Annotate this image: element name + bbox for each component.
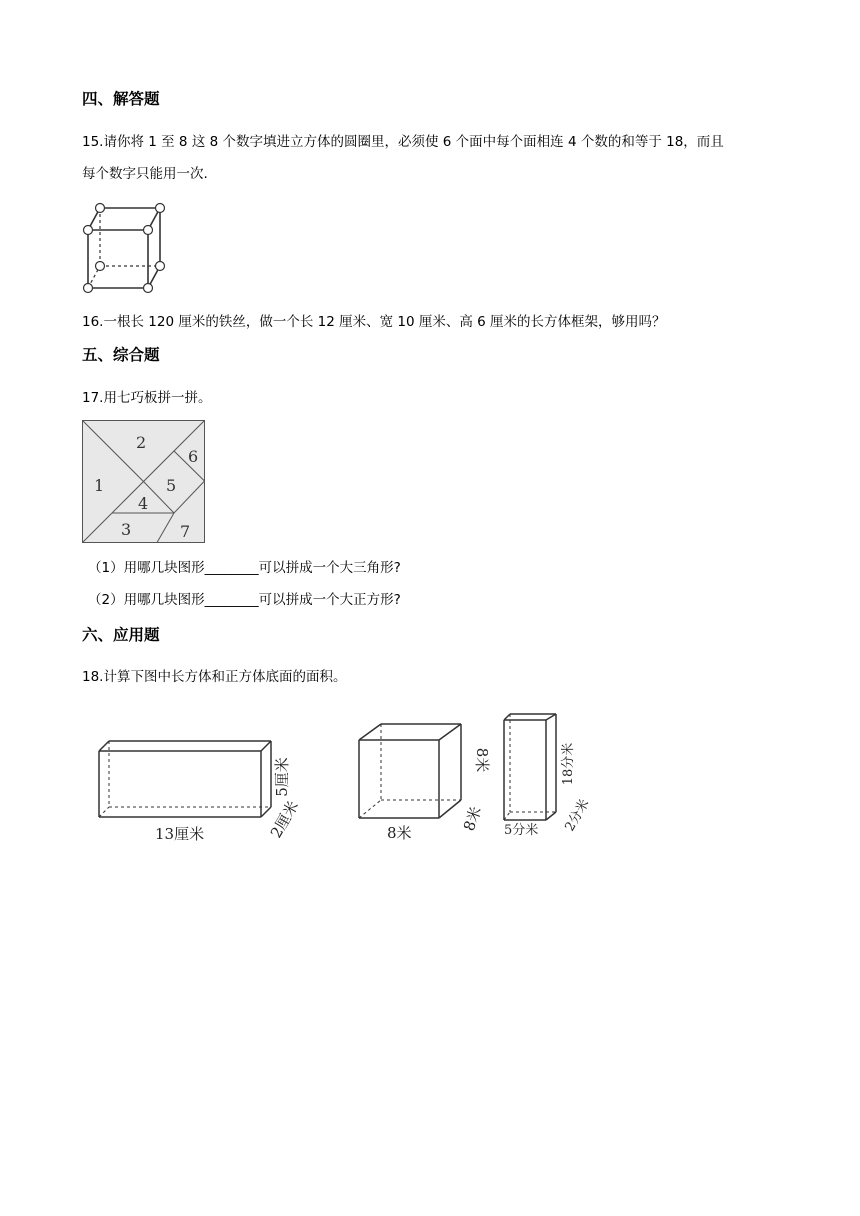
q17-sub2: （2）用哪几块图形________可以拼成一个大正方形? <box>88 592 401 608</box>
section-4-title: 四、解答题 <box>82 90 160 108</box>
tangram-label-5: 5 <box>166 476 177 495</box>
section-6-title: 六、应用题 <box>82 626 160 644</box>
cube-width-label: 8米 <box>459 804 486 834</box>
cube-circle <box>84 284 93 293</box>
cube-circle <box>156 262 165 271</box>
cube-circle <box>96 204 105 213</box>
tangram-label-1: 1 <box>94 476 105 495</box>
tangram-label-3: 3 <box>121 520 132 539</box>
tangram-figure <box>82 420 208 546</box>
cuboid1-length-label: 13厘米 <box>155 825 205 843</box>
cube-circle <box>96 262 105 271</box>
cuboid3-length-label: 5分米 <box>504 823 539 838</box>
tangram-label-2: 2 <box>136 433 147 452</box>
cuboid3-width-label: 2分米 <box>562 796 593 834</box>
cube-circle <box>144 284 153 293</box>
cube-height-label: 8米 <box>473 747 491 773</box>
q15-line2: 每个数字只能用一次. <box>82 166 208 182</box>
q17-text: 17.用七巧板拼一拼。 <box>82 390 212 406</box>
q15-line1: 15.请你将 1 至 8 这 8 个数字填进立方体的圆圈里，必须使 6 个面中每个面相连 4 个数的和等于 18，而且 <box>82 134 724 150</box>
section-5-title: 五、综合题 <box>82 346 160 364</box>
cuboid3-height-label: 18分米 <box>561 742 576 786</box>
q18-text: 18.计算下图中长方体和正方体底面的面积。 <box>82 669 347 685</box>
cube-8x8x8 <box>355 720 495 845</box>
cube-length-label: 8米 <box>387 824 412 842</box>
cube-circle <box>84 226 93 235</box>
cube-figure <box>80 200 170 300</box>
cube-circle <box>156 204 165 213</box>
q17-sub1: （1）用哪几块图形________可以拼成一个大三角形? <box>88 560 401 576</box>
cuboid-5x2x18 <box>500 710 610 840</box>
cuboid1-height-label: 5厘米 <box>273 757 291 797</box>
cuboid-13x2x5 <box>95 735 315 845</box>
tangram-label-7: 7 <box>180 522 191 541</box>
tangram-label-4: 4 <box>138 494 149 513</box>
cuboid1-width-label: 2厘米 <box>266 797 303 841</box>
q16-text: 16.一根长 120 厘米的铁丝，做一个长 12 厘米、宽 10 厘米、高 6 厘米的长方体框架，够用吗？ <box>82 314 666 330</box>
tangram-label-6: 6 <box>188 447 199 466</box>
cube-circle <box>144 226 153 235</box>
